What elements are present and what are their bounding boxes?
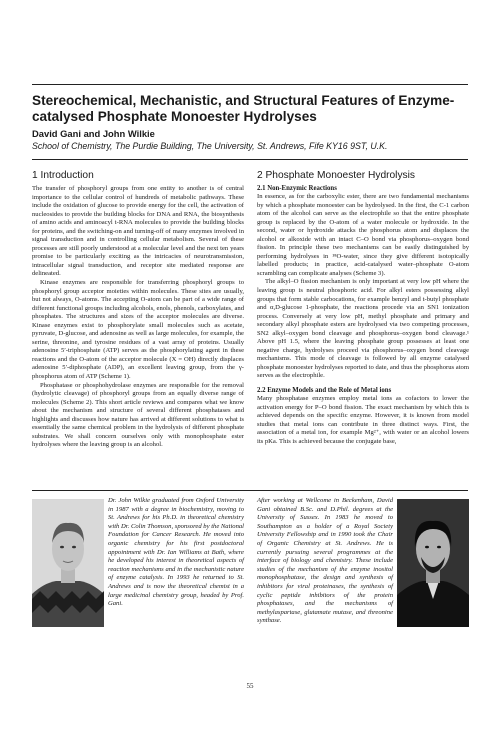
intro-paragraph-1: The transfer of phosphoryl groups from one entity to another is of central importance to the cellular control of hundreds of metabolic pathways. These include the oxidation of glucose to provide energy for the cell, the activation of nucleosides to provide the building blocks for DNA and RNA, the biosynthesis of amino acids and aminoacyl t-RNA molecules to provide the building blocks for proteins, and the switching-on and turning-off of many enzymes involved in signal transduction and in controlling cellular metabolism. Several of these processes are still poorly understood at a molecular level and the next ten years promise to be particularly exciting as the intricacies of neurotransmission, intracellular signal transduction, and receptor site mediated response are delineated. <box>32 185 244 278</box>
biography-left <box>32 497 244 669</box>
header-rule <box>32 159 468 160</box>
biography-right <box>257 497 469 669</box>
section-heading-monoester-hydrolysis: 2 Phosphate Monoester Hydrolysis <box>257 170 415 181</box>
portrait-image <box>397 499 469 627</box>
section-heading-introduction: 1 Introduction <box>32 170 94 181</box>
biography-rule <box>32 490 468 491</box>
monoester-paragraph-1: In essence, as for the carboxylic ester, there are two fundamental mechanisms by which a phosphate monoester can be hydrolysed. In the first, the C-1 carbon atom of the alcohol can serve as the electrophile so that the entire phosphate group is replaced by the O-atom of a water molecule or hydroxide. In the second, water or hydroxide attacks the phosphorus atom and displaces the alcohol or alkoxide with an intact C–O bond via phosphorus–oxygen bond fission. In principle these two mechanisms can be easily distinguished by performing hydrolyses in ¹⁸O-water, since they give different isotopically labelled products; in practice, acid-catalysed water–phosphate O-atom scrambling can complicate analyses (Scheme 3). <box>257 193 469 277</box>
biography-text-right: After working at Wellcome in Beckenham, David Gani obtained B.Sc. and D.Phil. degrees at the University of Sussex. In 1983 he moved to Southampton as a holder of a Royal Society University Fellowship and in 1990 took the Chair of Organic Chemistry at St. Andrews. He is currently pursuing several programmes at the interface of biology and chemistry. These include studies of the mechanism of the enzyme inositol monophosphatase, the design and synthesis of inhibitors for viral proteinases, the synthesis of cyclic peptide inhibitors of the protein phosphatases, and the mechanisms of methylaspartase, glutamate mutase, and threonine synthase. <box>257 497 393 625</box>
subsection-heading-non-enzymic: 2.1 Non-Enzymic Reactions <box>257 185 337 192</box>
page-number: 55 <box>246 682 254 690</box>
right-column <box>257 170 469 446</box>
monoester-paragraph-2: The alkyl–O fission mechanism is only important at very low pH where the leaving group is neutral phosphoric acid. For alkyl esters possessing alkyl groups that form stable carbocations, for example benzyl and t-butyl phosphate and α,D-glucose 1-phosphate, the reactions procede via an SN1 ionization process. Conversely at very low pH, methyl phosphate and primary and secondary alkyl phosphate esters are hydrolysed via two competing processes, SN2 alkyl–oxygen bond cleavage and phosphorus–oxygen bond cleavage.¹ Above pH 1.5, where the leaving phosphate group possesses at least one negative charge, hydrolyses proceed via phosphorus–oxygen bond cleavage mechanisms. This mode of cleavage is followed by all enzyme catalysed phosphate monoester hydrolyses reported to date, and thus the phosphorus atom serves as the electrophile. <box>257 278 469 380</box>
biography-text-left: Dr. John Wilkie graduated from Oxford University in 1987 with a degree in biochemistry, moving to St. Andrews for his Ph.D. in theoretical chemistry with Dr. Colin Thomson, sponsored by the National Foundation for Cancer Research. He moved into organic chemistry for his first postdoctoral appointment with Dr. Ian Williams at Bath, where he developed his interest in theoretical aspects of reaction mechanisms and in the mechanistic nature of enzyme catalysis. In 1993 he returned to St. Andrews and is now the theoretical chemist in a large medicinal chemistry group, headed by Prof. Gani. <box>108 497 244 608</box>
author-affiliation: School of Chemistry, The Purdie Building, The University, St. Andrews, Fife KY16 9ST, U.K. <box>32 141 388 151</box>
intro-paragraph-3: Phosphatase or phosphohydrolase enzymes are responsible for the removal (hydrolytic cleavage) of phosphoryl groups from an equally diverse range of molecules (Scheme 2). This short article reviews and compares what we know about the mechanism and structure of several different phosphatases and highlights and discusses how nature has arrived at different solutions to what is essentially the same chemical problem in the hydrolysis of different phosphate substrates. We shall concern ourselves only with monophosphate ester hydrolyses where the leaving group is an alcohol. <box>32 381 244 449</box>
monoester-paragraph-3: Many phosphatase enzymes employ metal ions as cofactors to lower the activation energy for P–O bond fission. The exact mechanism by which this is achieved depends on the specific enzyme. However, it is known from model studies that metal ions can contribute in three distinct ways. First, the association of a metal ion, for example Mg²⁺, with water or an alcohol lowers its pKa. This is achieved because the conjugate base, <box>257 395 469 445</box>
left-column <box>32 170 244 450</box>
author-photo-wilkie <box>32 499 104 627</box>
article-authors: David Gani and John Wilkie <box>32 128 155 139</box>
portrait-image <box>32 499 104 627</box>
article-title: Stereochemical, Mechanistic, and Structural Features of Enzyme-catalysed Phosphate Monoester Hydrolyses <box>32 93 455 124</box>
intro-paragraph-2: Kinase enzymes are responsible for transferring phosphoryl groups to phosphoryl group acceptor moieties within molecules. These sites are usually, but not always, O-atoms. The accepting O-atom can be part of a wide range of different functional groups including alcohols, enols, phenols, carboxylates, and phosphates. The structures and sizes of the acceptor molecules are diverse. Kinase enzymes exist to phosphorylate small molecules such as acetate, pyruvate, D-glucose, and adenosine as well as large molecules, for example, the serine, threonine, and tyrosine residues of a vast array of proteins. Usually adenosine 5′-triphosphate (ATP) serves as the phosphorylating agent in these reactions and the O-atom of the acceptor molecule (X = OH) directly displaces adenosine 5′-diphosphate (ADP), an excellent leaving group, from the γ-phosphorus atom of ATP (Scheme 1). <box>32 279 244 381</box>
author-photo-gani <box>397 499 469 627</box>
top-rule <box>32 84 468 85</box>
subsection-heading-enzyme-models: 2.2 Enzyme Models and the Role of Metal ions <box>257 387 392 395</box>
